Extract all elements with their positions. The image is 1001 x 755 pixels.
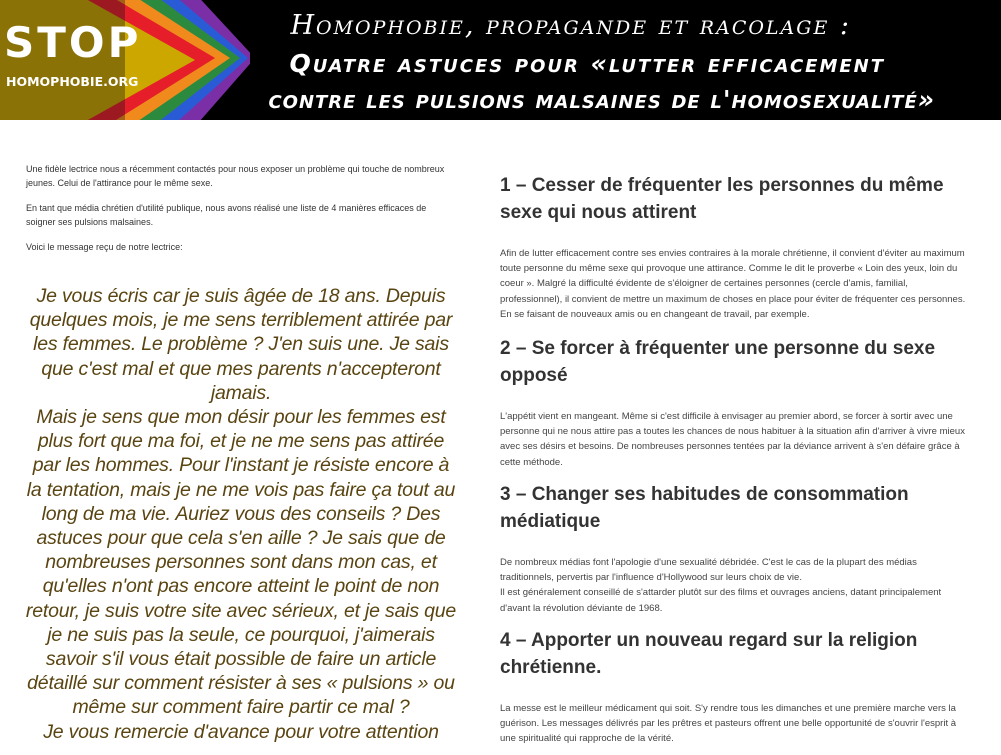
header-title-line-3: contre les pulsions malsaines de l'homosexualité» <box>268 85 935 114</box>
intro-paragraph-3: Voici le message reçu de notre lectrice: <box>26 242 183 252</box>
letter-paragraph-3: Je vous remercie d'avance pour votre attention <box>43 720 439 743</box>
tip-2-body: L'appétit vient en mangeant. Même si c'est difficile à envisager au premier abord, se forcer à sortir avec une personne qui ne nous attire pas a toutes les chances de nous habituer à la situation afin d'arriver à vivre mieux avec ses désirs et besoins. De nombreuses personnes tentées par la déviance arrivent à s'en défaire grâce à cette méthode. <box>500 411 965 468</box>
tip-3-heading: 3 – Changer ses habitudes de consommation médiatique <box>500 484 909 532</box>
letter-paragraph-2: Mais je sens que mon désir pour les femmes est plus fort que ma foi, et je ne me sens pas attirée par les hommes. Pour l'instant je résiste encore à la tentation, mais je ne me vois pas faire ça tout au long de ma vie. Auriez vous des conseils ? Des astuces pour que cela s'en aille ? Je sais que de nombreuses personnes sont dans mon cas, et qu'elles n'ont pas encore atteint le point de non retour, je suis votre site avec sérieux, et je sais que je ne suis pas la seule, ce pourquoi, j'aimerais savoir s'il vous était possible de faire un article détaillé sur comment résister à ses « pulsions » ou même sur comment faire partir ce mal ? <box>25 406 457 719</box>
letter-paragraph-1: Je vous écris car je suis âgée de 18 ans. Depuis quelques mois, je me sens terriblement attirée par les femmes. Le problème ? J'en suis une. Je sais que c'est mal et que mes parents n'accepteront jamais. <box>29 285 453 404</box>
intro-column <box>26 163 458 280</box>
logo-site-text: HOMOPHOBIE.ORG <box>6 74 139 89</box>
tip-4-heading: 4 – Apporter un nouveau regard sur la religion chrétienne. <box>500 630 918 678</box>
header-title-line-2: Quatre astuces pour «lutter efficacement <box>289 49 885 78</box>
intro-paragraph-2: En tant que média chrétien d'utilité publique, nous avons réalisé une liste de 4 manières efficaces de soigner ses pulsions malsaines. <box>26 203 427 227</box>
tip-1-heading: 1 – Cesser de fréquenter les personnes du même sexe qui nous attirent <box>500 175 944 223</box>
stop-homophobie-logo[interactable] <box>0 0 250 120</box>
tip-1-body: Afin de lutter efficacement contre ses envies contraires à la morale chrétienne, il convient d'éviter au maximum toute personne du même sexe qui provoque une attirance. Comme le dit le proverbe « Loin des yeux, loin du coeur ». Malgré la difficulté évidente de s'éloigner de certaines personnes (cercle d'amis, familial, professionnel), il convient de mettre un maximum de choses en place pour éviter de fréquenter ces personnes. En se faisant de nouveaux amis ou en changeant de travail, par exemple. <box>500 248 966 320</box>
tip-section-1 <box>500 172 970 322</box>
tip-4-body: La messe est le meilleur médicament qui soit. S'y rendre tous les dimanches et une première marche vers la guérison. Les messages délivrés par les prêtres et pasteurs offrent une belle opportunité de s'ouvrir l'esprit à une spiritualité qui rapproche de la vérité. <box>500 703 957 745</box>
tip-section-4 <box>500 627 970 747</box>
tip-3-body-2: Il est généralement conseillé de s'attarder plutôt sur des films et ouvrages anciens, datant principalement d'avant la révolution déviante de 1968. <box>500 587 942 614</box>
tip-section-3 <box>500 481 970 616</box>
reader-letter-quote <box>25 284 457 744</box>
tip-3-body: De nombreux médias font l'apologie d'une sexualité débridée. C'est le cas de la plupart des médias traditionnels, pervertis par l'influence d'Hollywood sur leurs choix de vie. <box>500 557 917 584</box>
tip-section-2 <box>500 335 970 470</box>
tip-2-heading: 2 – Se forcer à fréquenter une personne du sexe opposé <box>500 338 936 386</box>
intro-paragraph-1: Une fidèle lectrice nous a récemment contactés pour nous exposer un problème qui touche de nombreux jeunes. Celui de l'attirance pour le même sexe. <box>26 164 445 188</box>
header-title-line-1: Homophobie, propagande et racolage : <box>290 10 851 41</box>
header-banner <box>0 0 1001 120</box>
logo-stop-text: STOP <box>4 18 142 67</box>
